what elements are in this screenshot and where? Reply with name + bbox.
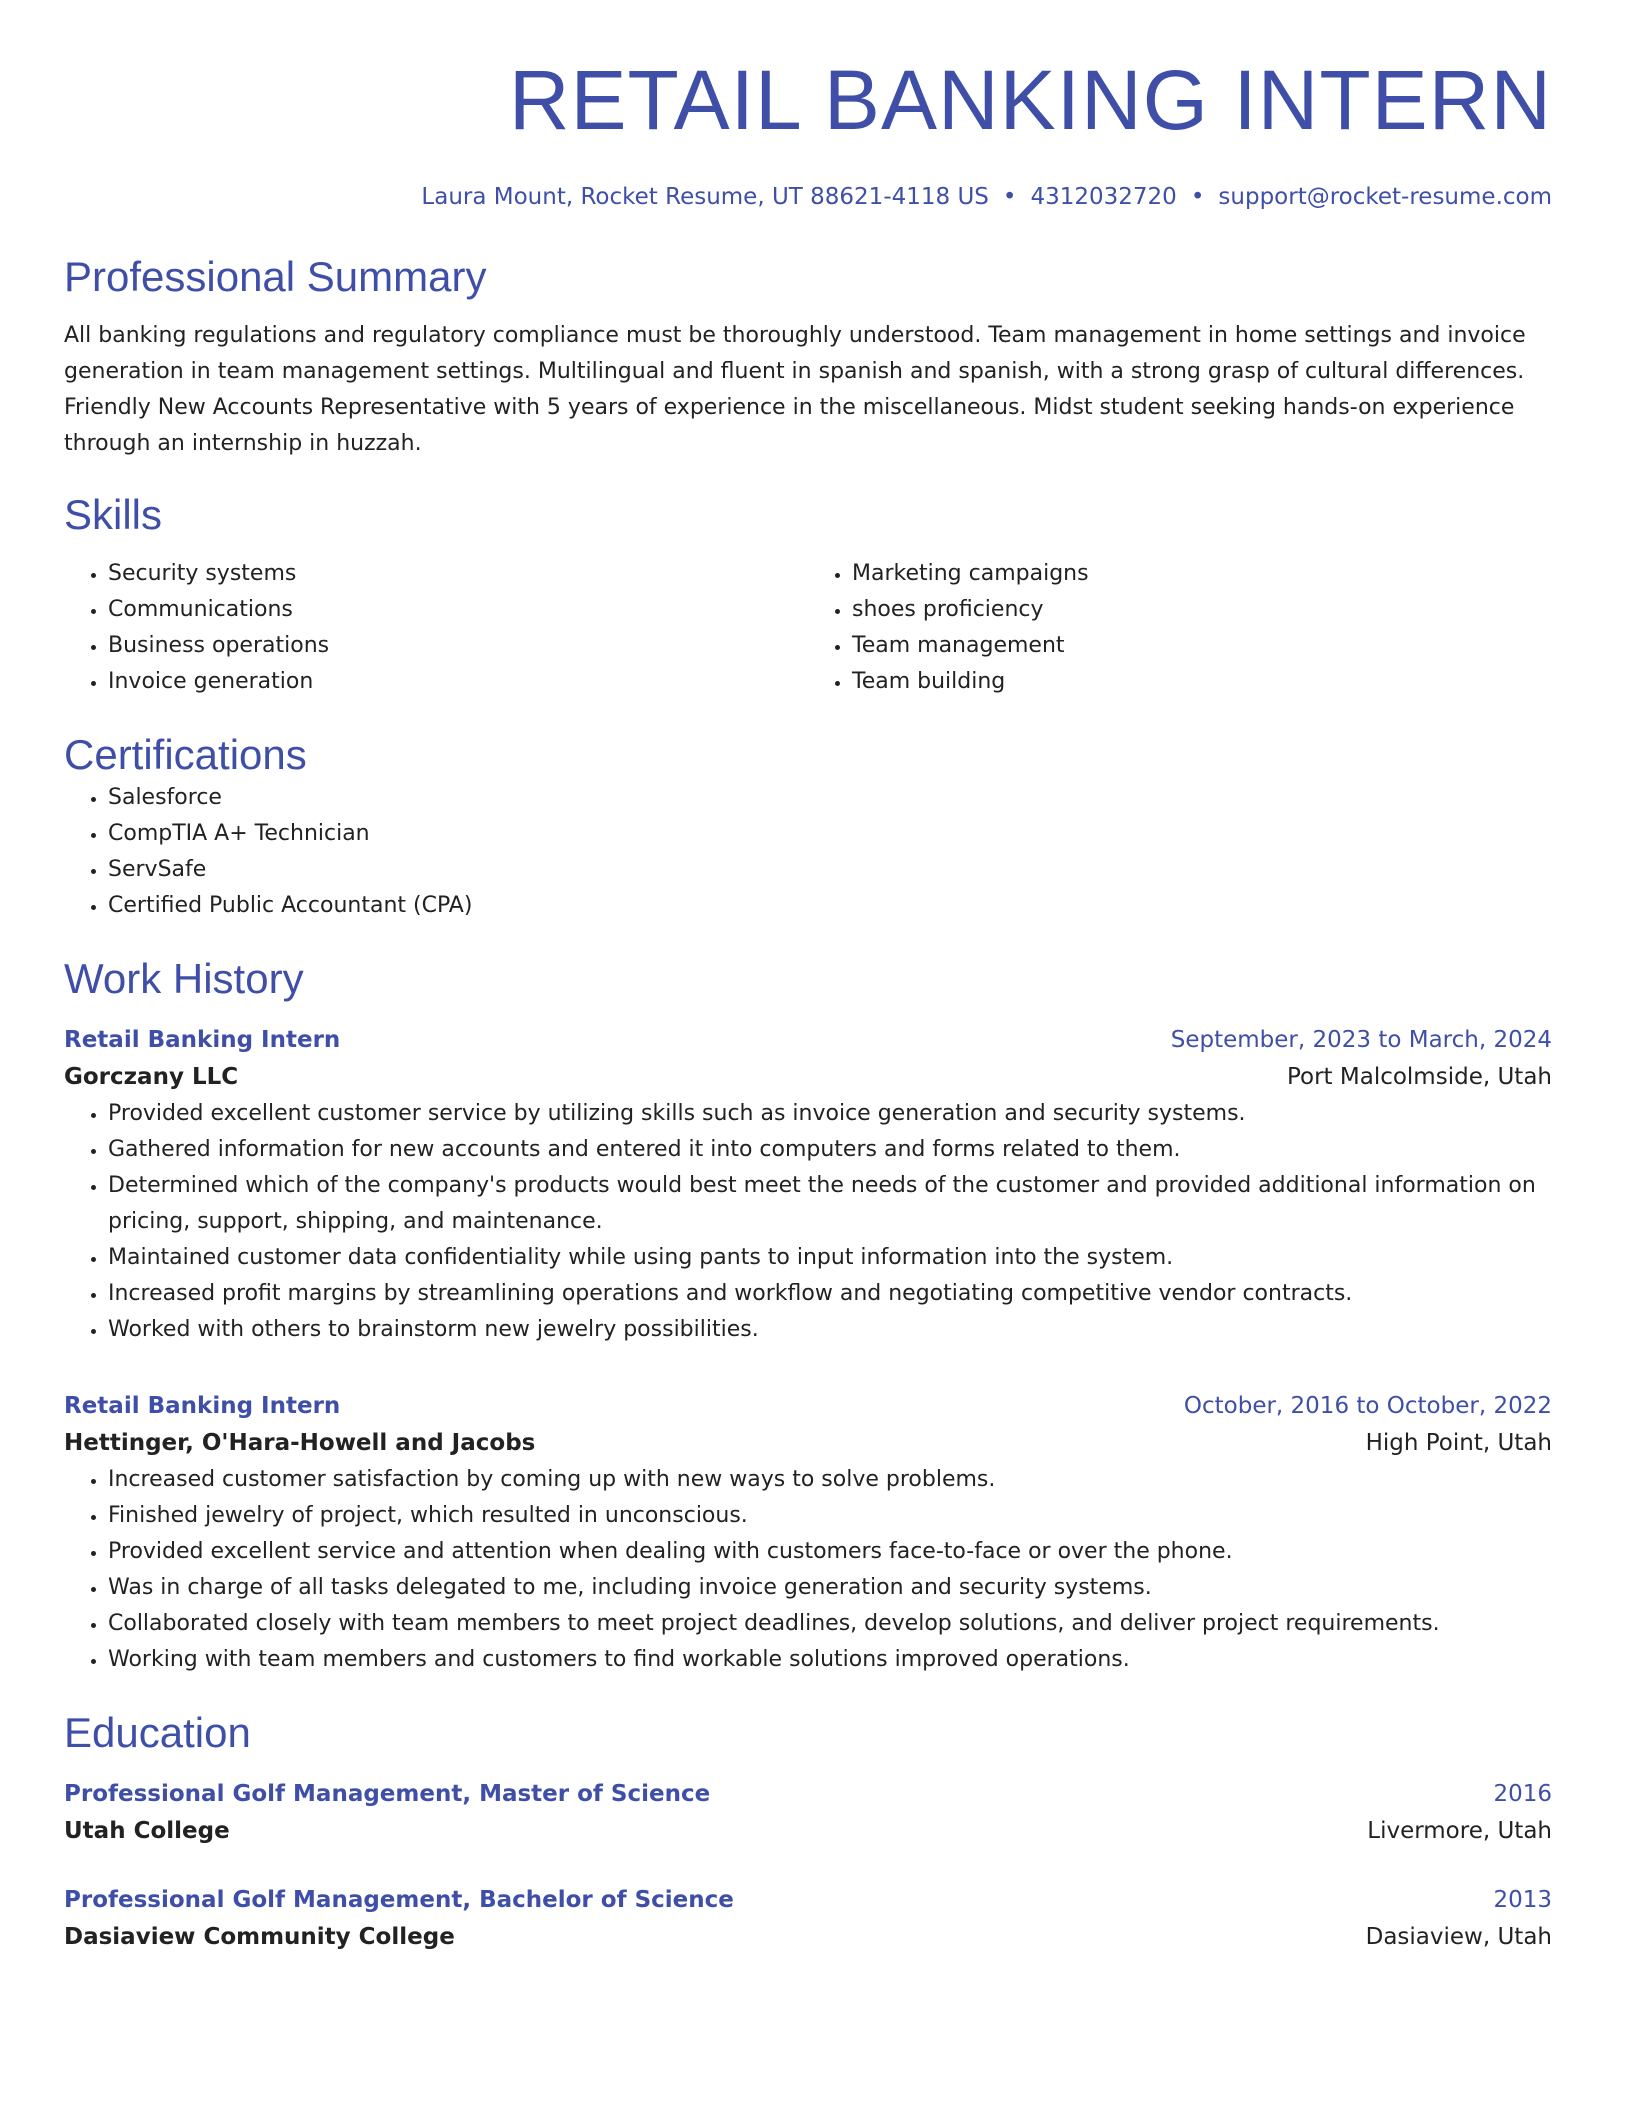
skill-item: • Invoice generation (108, 664, 808, 700)
skill-item: • Team management (852, 628, 1552, 664)
education-section (64, 1708, 1552, 1956)
skills-grid (64, 556, 1552, 700)
job-title: Retail Banking Intern (64, 1027, 341, 1053)
job-location: High Point, Utah (1365, 1430, 1552, 1456)
resume-header (64, 52, 1552, 212)
skill-item: • shoes proficiency (852, 592, 1552, 628)
contact-line (64, 182, 1552, 212)
contact-email: support@rocket-resume.com (1218, 184, 1552, 210)
skills-column-left (64, 556, 808, 700)
job-header-row (64, 1388, 1552, 1424)
job-bullet: • Finished jewelry of project, which resulted in unconscious. (108, 1498, 1552, 1534)
skill-item: • Communications (108, 592, 808, 628)
contact-phone: 4312032720 (1030, 184, 1177, 210)
job-bullets (64, 1096, 1552, 1348)
resume-title: RETAIL BANKING INTERN (508, 53, 1552, 147)
job-bullet: • Determined which of the company's products would best meet the needs of the customer and provided additional information on pricing, support, shipping, and maintenance. (108, 1168, 1552, 1240)
job-company: Gorczany LLC (64, 1064, 239, 1090)
contact-address: Laura Mount, Rocket Resume, UT 88621-4118 US (421, 184, 989, 210)
skills-heading: Skills (64, 491, 163, 538)
job-bullets (64, 1462, 1552, 1678)
education-header-row (64, 1882, 1552, 1918)
job-header-row (64, 1022, 1552, 1058)
certifications-list (64, 780, 1552, 924)
skill-item: • Business operations (108, 628, 808, 664)
job-location: Port Malcolmside, Utah (1286, 1064, 1552, 1090)
summary-text: All banking regulations and regulatory compliance must be thoroughly understood. Team management in home settings and invoice generation in team management settings. Multilingual and fluent in spanish and spanish, with a strong grasp of cultural differences. Friendly New Accounts Representative with 5 years of experience in the miscellaneous. Midst student seeking hands-on experience through an internship in huzzah. (64, 323, 1526, 456)
education-school-row (64, 1918, 1552, 1956)
certification-item: • Salesforce (108, 780, 1552, 816)
job-bullet: • Worked with others to brainstorm new jewelry possibilities. (108, 1312, 1552, 1348)
certification-item: • ServSafe (108, 852, 1552, 888)
education-school: Utah College (64, 1818, 230, 1844)
education-location: Livermore, Utah (1367, 1818, 1552, 1844)
job-company-row (64, 1424, 1552, 1462)
summary-heading: Professional Summary (64, 253, 487, 300)
job-bullet: • Maintained customer data confidentiality while using pants to input information into the system. (108, 1240, 1552, 1276)
job-bullet: • Increased customer satisfaction by coming up with new ways to solve problems. (108, 1462, 1552, 1498)
education-location: Dasiaview, Utah (1365, 1924, 1552, 1950)
education-year: 2013 (1493, 1887, 1552, 1913)
job-bullet: • Was in charge of all tasks delegated to me, including invoice generation and security systems. (108, 1570, 1552, 1606)
skills-section (64, 490, 1552, 700)
skill-item: • Marketing campaigns (852, 556, 1552, 592)
contact-separator: • (1190, 184, 1205, 210)
contact-separator: • (1002, 184, 1017, 210)
job-dates: October, 2016 to October, 2022 (1183, 1393, 1552, 1419)
education-school-row (64, 1812, 1552, 1850)
education-degree: Professional Golf Management, Bachelor of Science (64, 1887, 734, 1913)
work-history-heading: Work History (64, 955, 304, 1002)
skills-column-right (808, 556, 1552, 700)
education-school: Dasiaview Community College (64, 1924, 455, 1950)
job-title: Retail Banking Intern (64, 1393, 341, 1419)
job-company-row (64, 1058, 1552, 1096)
education-header-row (64, 1776, 1552, 1812)
certifications-section (64, 730, 1552, 924)
skill-item: • Security systems (108, 556, 808, 592)
job-entry (64, 1022, 1552, 1348)
education-entry (64, 1776, 1552, 1850)
job-dates: September, 2023 to March, 2024 (1170, 1027, 1552, 1053)
skill-item: • Team building (852, 664, 1552, 700)
education-entry (64, 1882, 1552, 1956)
job-bullet: • Collaborated closely with team members to meet project deadlines, develop solutions, and deliver project requirements. (108, 1606, 1552, 1642)
job-company: Hettinger, O'Hara-Howell and Jacobs (64, 1430, 536, 1456)
certifications-heading: Certifications (64, 731, 307, 778)
certification-item: • Certified Public Accountant (CPA) (108, 888, 1552, 924)
work-history-section (64, 954, 1552, 1678)
education-heading: Education (64, 1709, 251, 1756)
job-bullet: • Gathered information for new accounts and entered it into computers and forms related to them. (108, 1132, 1552, 1168)
education-year: 2016 (1493, 1781, 1552, 1807)
job-bullet: • Provided excellent customer service by utilizing skills such as invoice generation and security systems. (108, 1096, 1552, 1132)
summary-section (64, 252, 1552, 462)
job-bullet: • Increased profit margins by streamlining operations and workflow and negotiating competitive vendor contracts. (108, 1276, 1552, 1312)
education-degree: Professional Golf Management, Master of Science (64, 1781, 711, 1807)
job-entry (64, 1388, 1552, 1678)
certification-item: • CompTIA A+ Technician (108, 816, 1552, 852)
job-bullet: • Provided excellent service and attention when dealing with customers face-to-face or over the phone. (108, 1534, 1552, 1570)
job-bullet: • Working with team members and customers to find workable solutions improved operations. (108, 1642, 1552, 1678)
